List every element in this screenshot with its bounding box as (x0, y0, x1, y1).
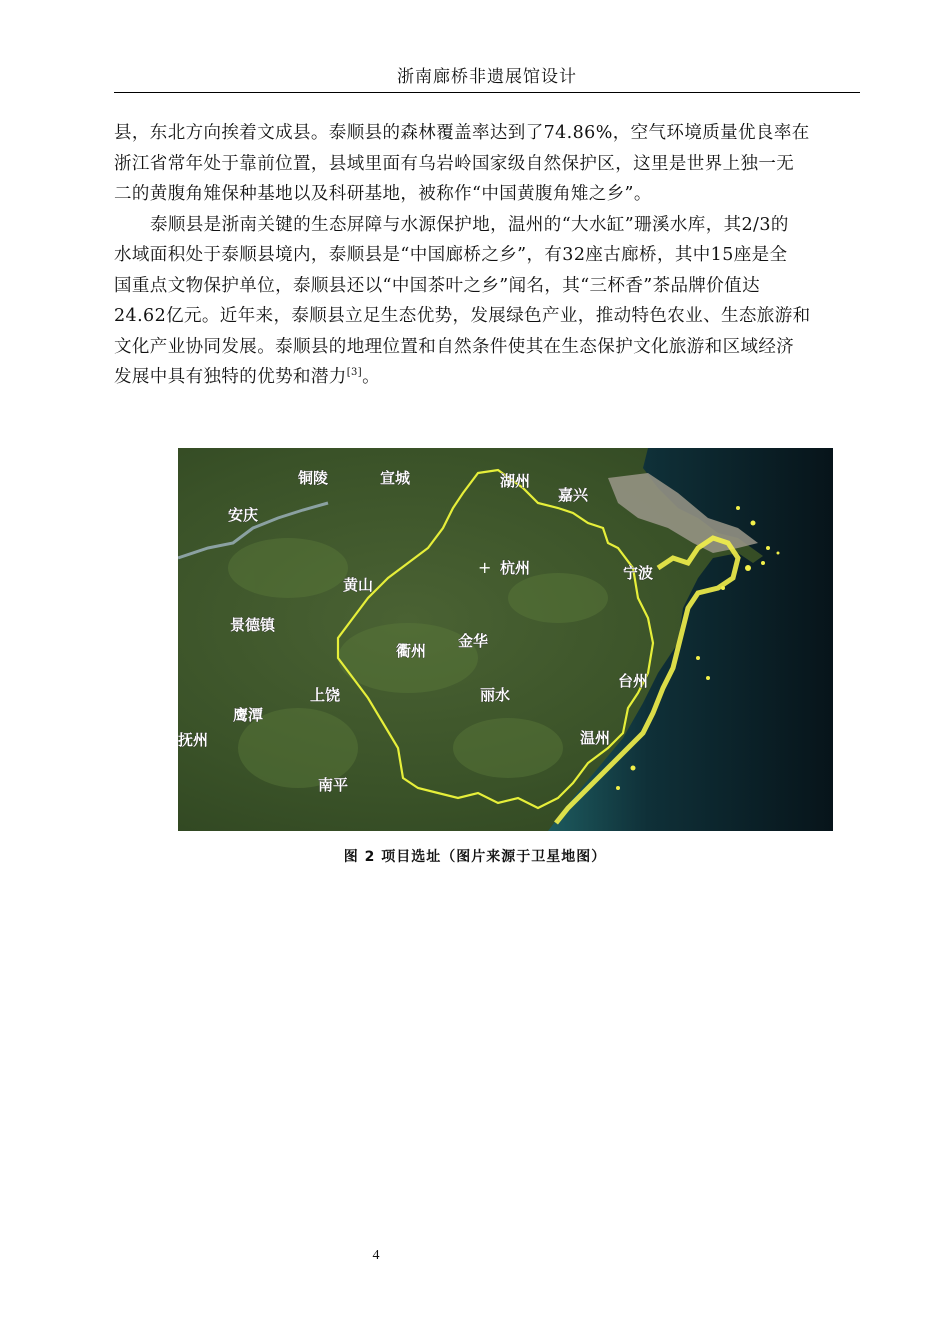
map-label-jingdezhen: 景德镇 (230, 616, 276, 634)
paragraph-1-line-2: 浙江省常年处于靠前位置，县域里面有乌岩岭国家级自然保护区，这里是世界上独一无 (114, 153, 795, 174)
running-header (114, 62, 860, 93)
paragraph-2-line-3: 国重点文物保护单位，泰顺县还以“中国茶叶之乡”闻名，其“三杯香”茶品牌价值达 (114, 275, 760, 296)
map-label-jinhua: 金华 (458, 632, 489, 650)
map-label-anqing: 安庆 (228, 506, 259, 524)
paragraph-2-last-end: 。 (362, 367, 380, 387)
paragraph-2-last-text: 发展中具有独特的优势和潜力 (114, 367, 347, 387)
page-number: 4 (372, 1248, 380, 1263)
map-label-jiaxing: 嘉兴 (558, 486, 589, 504)
map-label-taizhou: 台州 (618, 672, 649, 690)
map-label-yingtan: 鹰潭 (233, 706, 264, 724)
map-label-ningbo: 宁波 (623, 564, 654, 582)
paragraph-2-line-2: 水域面积处于泰顺县境内，泰顺县是“中国廊桥之乡”，有32座古廊桥，其中15座是全 (114, 245, 788, 265)
map-label-shangrao: 上饶 (310, 686, 341, 704)
paragraph-2-line-4: 24.62亿元。近年来，泰顺县立足生态优势，发展绿色产业，推动特色农业、生态旅游和 (114, 306, 811, 326)
map-label-lishui: 丽水 (480, 686, 511, 704)
body-text (114, 118, 860, 393)
map-label-quzhou: 衢州 (396, 642, 427, 660)
paragraph-1-line-3: 二的黄腹角雉保种基地以及科研基地，被称作“中国黄腹角雉之乡”。 (114, 184, 652, 204)
map-labels (178, 448, 833, 831)
satellite-map-figure (178, 448, 833, 831)
map-label-huzhou: 湖州 (500, 472, 531, 490)
capital-marker-icon: + (478, 558, 492, 577)
paragraph-2-line-1: 泰顺县是浙南关键的生态屏障与水源保护地，温州的“大水缸”珊溪水库，其2/3的 (150, 214, 789, 235)
paragraph-2-line-5: 文化产业协同发展。泰顺县的地理位置和自然条件使其在生态保护文化旅游和区域经济 (114, 336, 795, 357)
map-label-xuancheng: 宣城 (380, 469, 411, 487)
map-label-huangshan: 黄山 (343, 576, 374, 594)
citation-ref[interactable]: [3] (346, 367, 363, 378)
header-title: 浙南廊桥非遗展馆设计 (397, 67, 577, 87)
paragraph-2-line-6 (114, 362, 860, 393)
map-label-nanping: 南平 (318, 776, 349, 794)
map-label-hangzhou: 杭州 (500, 559, 531, 577)
figure-caption: 图 2 项目选址（图片来源于卫星地图） (343, 849, 607, 865)
paragraph-1-line-1: 县，东北方向挨着文成县。泰顺县的森林覆盖率达到了74.86%，空气环境质量优良率在 (114, 123, 810, 143)
map-label-wenzhou: 温州 (580, 729, 611, 747)
map-label-tongling: 铜陵 (298, 469, 329, 487)
map-label-fuzhou: 抚州 (178, 731, 209, 749)
